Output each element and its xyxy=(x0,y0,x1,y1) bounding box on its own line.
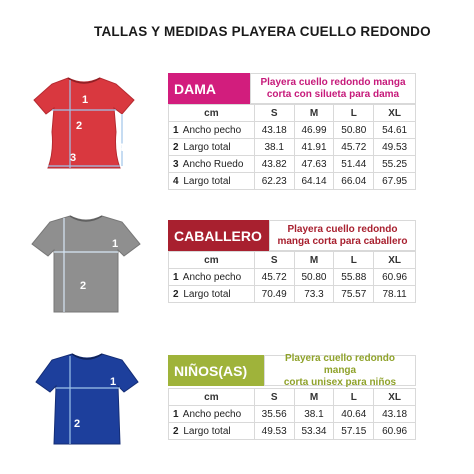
marker-1: 1 xyxy=(110,376,117,388)
value-cell: 46.99 xyxy=(294,122,334,139)
unit-label: cm xyxy=(169,389,255,406)
category-label-dama: DAMA xyxy=(168,73,250,104)
size-table-caballero xyxy=(168,251,416,303)
header-row xyxy=(169,389,416,406)
marker-1: 1 xyxy=(82,94,89,106)
value-cell: 54.61 xyxy=(374,122,416,139)
category-label-ninos: NIÑOS(AS) xyxy=(168,355,264,386)
value-cell: 75.57 xyxy=(334,286,374,303)
size-header: L xyxy=(334,252,374,269)
value-cell: 67.95 xyxy=(374,173,416,190)
description-line-2: corta unisex para niños xyxy=(283,376,397,388)
value-cell: 45.72 xyxy=(254,269,294,286)
size-header: S xyxy=(254,252,294,269)
value-cell: 41.91 xyxy=(294,139,334,156)
table-row xyxy=(169,269,416,286)
value-cell: 51.44 xyxy=(334,156,374,173)
measure-label: 2 Largo total xyxy=(169,423,255,440)
size-header: M xyxy=(294,105,334,122)
men-tshirt-diagram xyxy=(30,210,142,316)
value-cell: 64.14 xyxy=(294,173,334,190)
header-row xyxy=(169,105,416,122)
value-cell: 47.63 xyxy=(294,156,334,173)
value-cell: 38.1 xyxy=(254,139,294,156)
size-header: M xyxy=(294,389,334,406)
description-line-1: Playera cuello redondo manga xyxy=(284,352,396,376)
kids-tshirt-shape xyxy=(36,354,138,444)
value-cell: 53.34 xyxy=(294,423,334,440)
measure-label: 1 Ancho pecho xyxy=(169,269,255,286)
size-table-ninos xyxy=(168,388,416,440)
value-cell: 43.82 xyxy=(254,156,294,173)
value-cell: 78.11 xyxy=(374,286,416,303)
value-cell: 62.23 xyxy=(254,173,294,190)
table-row xyxy=(169,423,416,440)
description-line-2: corta con silueta para dama xyxy=(266,88,400,100)
value-cell: 43.18 xyxy=(254,122,294,139)
value-cell: 49.53 xyxy=(254,423,294,440)
women-tshirt-shape xyxy=(34,78,134,168)
size-header: S xyxy=(254,389,294,406)
men-tshirt-shape xyxy=(32,216,140,312)
description-line-1: Playera cuello redondo manga xyxy=(260,76,406,88)
size-header: XL xyxy=(374,389,416,406)
marker-2: 2 xyxy=(74,418,81,430)
value-cell: 45.72 xyxy=(334,139,374,156)
measure-label: 2 Largo total xyxy=(169,286,255,303)
measure-label: 1 Ancho pecho xyxy=(169,406,255,423)
value-cell: 55.88 xyxy=(334,269,374,286)
measure-label: 4 Largo total xyxy=(169,173,255,190)
value-cell: 50.80 xyxy=(294,269,334,286)
table-row xyxy=(169,173,416,190)
measure-label: 3 Ancho Ruedo xyxy=(169,156,255,173)
value-cell: 50.80 xyxy=(334,122,374,139)
table-row xyxy=(169,139,416,156)
marker-2: 2 xyxy=(80,280,87,292)
table-row xyxy=(169,156,416,173)
value-cell: 35.56 xyxy=(254,406,294,423)
value-cell: 55.25 xyxy=(374,156,416,173)
description-line-2: manga corta para caballero xyxy=(277,235,408,247)
value-cell: 70.49 xyxy=(254,286,294,303)
kids-tshirt-diagram xyxy=(34,348,140,448)
women-tshirt-diagram xyxy=(30,72,138,172)
table-row xyxy=(169,406,416,423)
measure-label: 1 Ancho pecho xyxy=(169,122,255,139)
description-ninos xyxy=(264,352,416,388)
value-cell: 60.96 xyxy=(374,269,416,286)
marker-2: 2 xyxy=(76,120,83,132)
description-line-1: Playera cuello redondo xyxy=(287,223,398,235)
marker-4: 4 xyxy=(118,142,125,154)
marker-3: 3 xyxy=(70,152,77,164)
marker-1: 1 xyxy=(112,238,119,250)
value-cell: 49.53 xyxy=(374,139,416,156)
size-header: XL xyxy=(374,105,416,122)
size-header: L xyxy=(334,105,374,122)
size-table-dama xyxy=(168,104,416,190)
value-cell: 60.96 xyxy=(374,423,416,440)
category-label-caballero: CABALLERO xyxy=(168,220,269,251)
page-title: TALLAS Y MEDIDAS PLAYERA CUELLO REDONDO xyxy=(94,24,431,39)
value-cell: 43.18 xyxy=(374,406,416,423)
header-row xyxy=(169,252,416,269)
value-cell: 66.04 xyxy=(334,173,374,190)
description-dama xyxy=(250,73,416,104)
size-header: M xyxy=(294,252,334,269)
unit-label: cm xyxy=(169,105,255,122)
value-cell: 73.3 xyxy=(294,286,334,303)
description-caballero xyxy=(269,220,416,251)
table-row xyxy=(169,122,416,139)
size-header: XL xyxy=(374,252,416,269)
size-header: S xyxy=(254,105,294,122)
value-cell: 38.1 xyxy=(294,406,334,423)
measure-label: 2 Largo total xyxy=(169,139,255,156)
value-cell: 40.64 xyxy=(334,406,374,423)
size-header: L xyxy=(334,389,374,406)
table-row xyxy=(169,286,416,303)
value-cell: 57.15 xyxy=(334,423,374,440)
unit-label: cm xyxy=(169,252,255,269)
